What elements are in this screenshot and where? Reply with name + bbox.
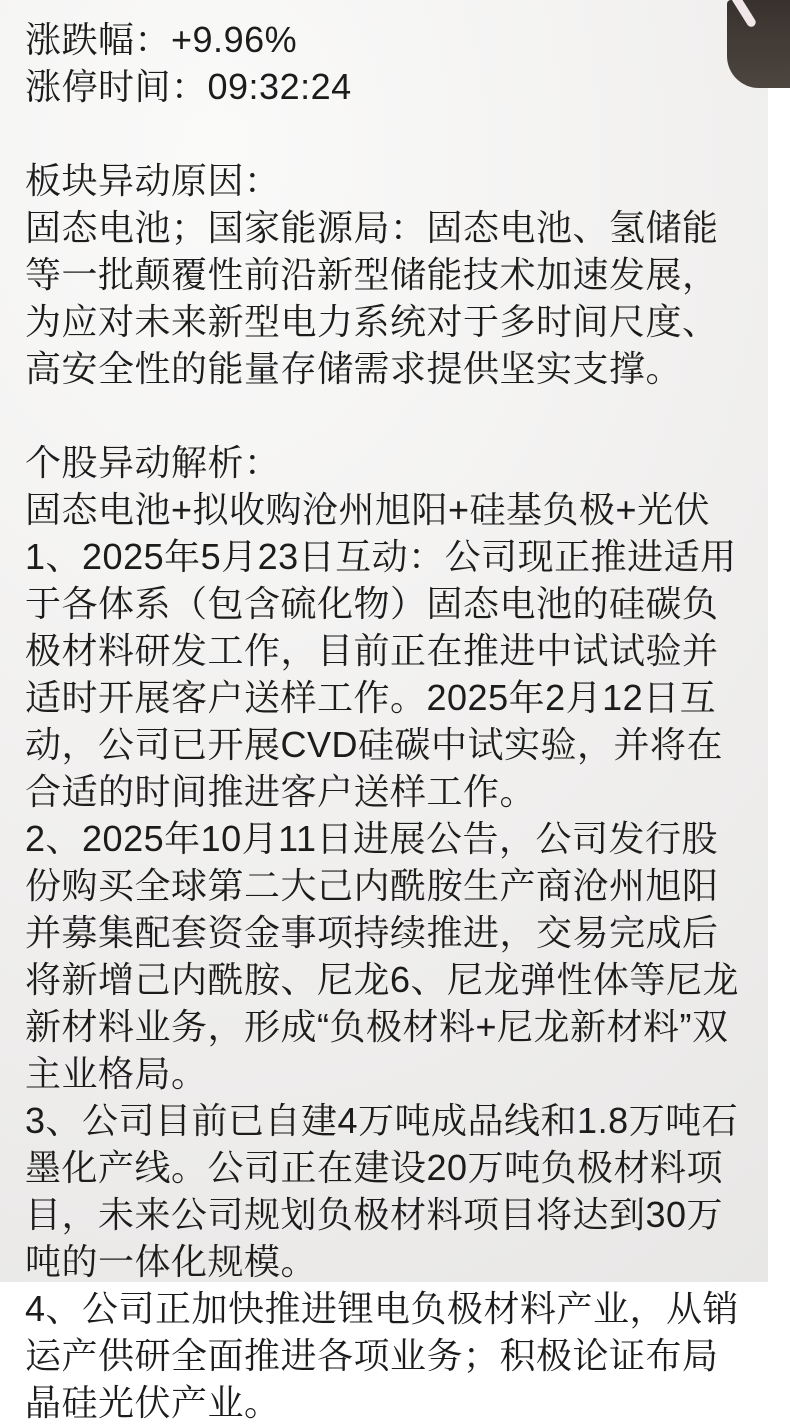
document-body [25,16,747,1426]
sector-reason-paragraph: 固态电池；国家能源局：固态电池、氢储能等一批颠覆性前沿新型储能技术加速发展，为应对未来新型电力系统对于多时间尺度、高安全性的能量存储需求提供坚实支撑。 [25,207,719,389]
section-stock-analysis-heading: 个股异动解析： [25,442,281,483]
stock-analysis-item-1: 1、2025年5月23日互动：公司现正推进适用于各体系（包含硫化物）固态电池的硅碳负极材料研发工作，目前正在推进中试试验并适时开展客户送样工作。2025年2月12日互动，公司已开展CVD硅碳中试实验，并将在合适的时间推进客户送样工作。 [25,536,737,812]
section-stock-analysis [25,439,747,1426]
stat-limit-up-time-label: 涨停时间： [25,66,208,107]
stat-change-label: 涨跌幅： [25,19,172,60]
stat-change-value: +9.96% [171,19,298,60]
corner-overlay [727,0,790,88]
stock-analysis-item-4: 4、公司正加快推进锂电负极材料产业，从销运产供研全面推进各项业务；积极论证布局晶硅光伏产业。 [25,1288,740,1423]
section-sector-reason [25,157,747,392]
stat-limit-up-time-line [25,63,747,110]
clock-hand-icon [730,0,758,28]
stock-analysis-item-2: 2、2025年10月11日进展公告，公司发行股份购买全球第二大己内酰胺生产商沧州旭阳并募集配套资金事项持续推进，交易完成后将新增己内酰胺、尼龙6、尼龙弹性体等尼龙新材料业务，形成“负极材料+尼龙新材料”双主业格局。 [25,818,740,1094]
stock-analysis-tags-line: 固态电池+拟收购沧州旭阳+硅基负极+光伏 [25,489,711,530]
stat-change-line [25,16,747,63]
stock-analysis-item-3: 3、公司目前已自建4万吨成品线和1.8万吨石墨化产线。公司正在建设20万吨负极材料项目，未来公司规划负极材料项目将达到30万吨的一体化规模。 [25,1100,739,1282]
section-sector-reason-heading: 板块异动原因： [25,160,281,201]
stat-limit-up-time-value: 09:32:24 [207,66,352,107]
